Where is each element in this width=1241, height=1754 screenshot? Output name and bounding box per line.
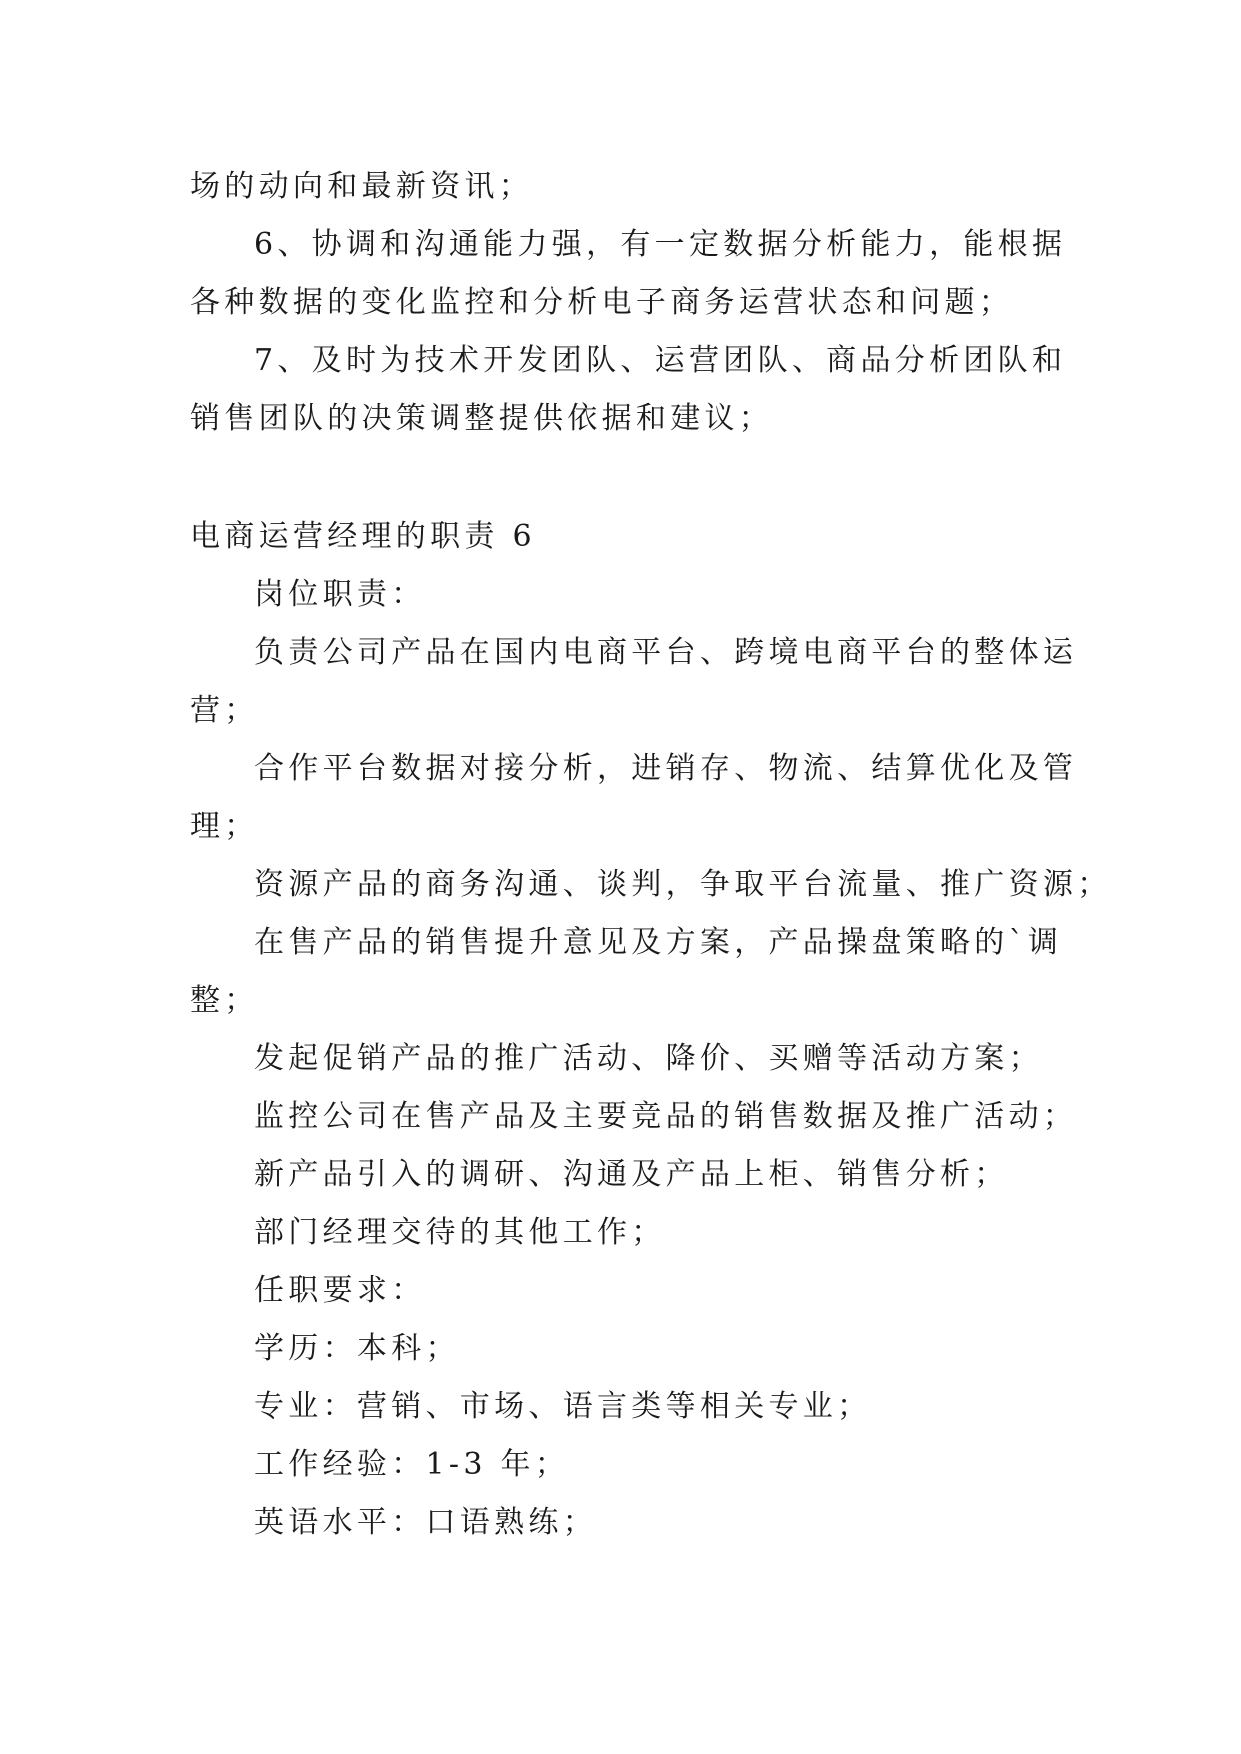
paragraph-line: 任职要求： bbox=[254, 1273, 426, 1308]
paragraph-line: 英语水平：口语熟练； bbox=[254, 1505, 597, 1540]
paragraph-line: 发起促销产品的推广活动、降价、买赠等活动方案； bbox=[254, 1041, 1043, 1076]
document-page bbox=[190, 158, 1112, 1552]
paragraph-line: 6、协调和沟通能力强，有一定数据分析能力，能根据 bbox=[254, 227, 1067, 262]
paragraph-line: 理； bbox=[190, 809, 259, 844]
paragraph-line: 专业：营销、市场、语言类等相关专业； bbox=[254, 1389, 872, 1424]
paragraph-line: 销售团队的决策调整提供依据和建议； bbox=[190, 401, 774, 436]
paragraph-line: 监控公司在售产品及主要竞品的销售数据及推广活动； bbox=[254, 1099, 1078, 1134]
paragraph-line: 新产品引入的调研、沟通及产品上柜、销售分析； bbox=[254, 1157, 1009, 1192]
paragraph-line: 工作经验：1-3 年； bbox=[254, 1447, 570, 1482]
paragraph-line: 岗位职责： bbox=[254, 577, 426, 612]
paragraph-line: 7、及时为技术开发团队、运营团队、商品分析团队和 bbox=[254, 343, 1067, 378]
paragraph-line: 整； bbox=[190, 983, 259, 1018]
section-spacer bbox=[190, 448, 1050, 508]
paragraph-line: 资源产品的商务沟通、谈判，争取平台流量、推广资源； bbox=[254, 867, 1112, 902]
paragraph-line: 合作平台数据对接分析，进销存、物流、结算优化及管 bbox=[254, 751, 1078, 786]
paragraph-line: 营； bbox=[190, 693, 259, 728]
paragraph-line: 学历：本科； bbox=[254, 1331, 460, 1366]
paragraph-line: 部门经理交待的其他工作； bbox=[254, 1215, 666, 1250]
paragraph-line: 场的动向和最新资讯； bbox=[190, 169, 533, 204]
paragraph-line: 负责公司产品在国内电商平台、跨境电商平台的整体运 bbox=[254, 635, 1078, 670]
section-heading: 电商运营经理的职责 6 bbox=[190, 519, 536, 554]
paragraph-line: 在售产品的销售提升意见及方案，产品操盘策略的`调 bbox=[254, 925, 1063, 960]
paragraph-line: 各种数据的变化监控和分析电子商务运营状态和问题； bbox=[190, 285, 1014, 320]
